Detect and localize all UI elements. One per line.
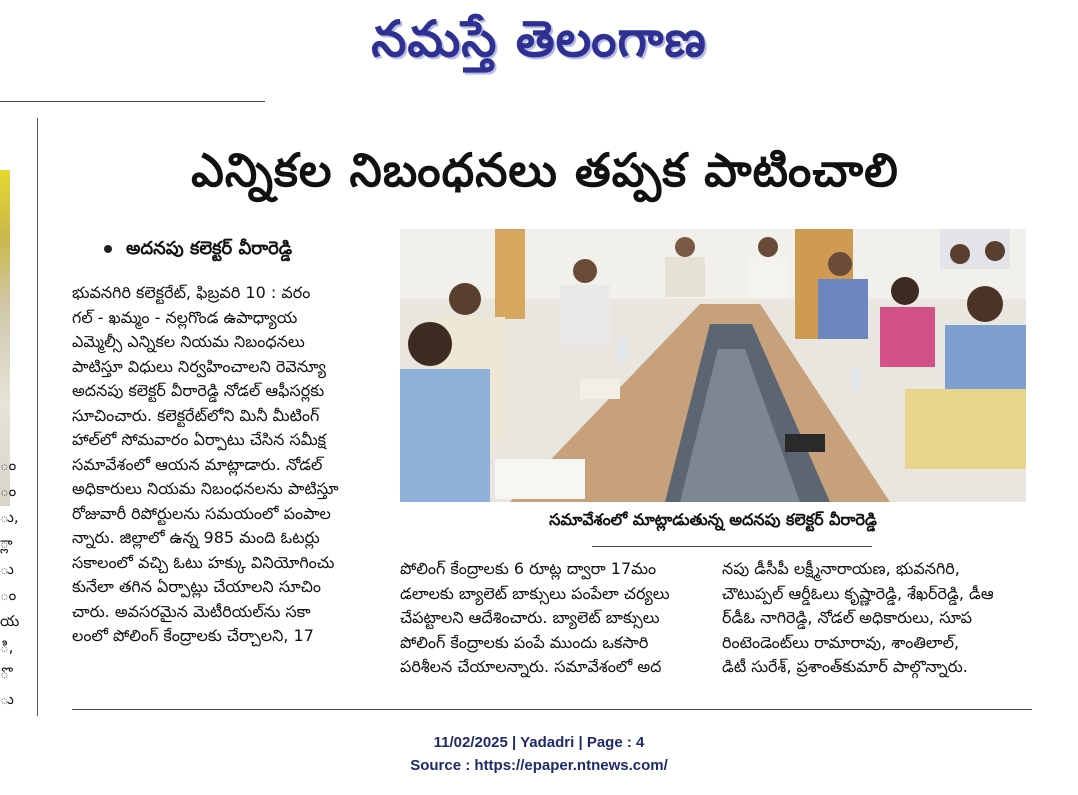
text-line: చారు. అవసరమైన మెటీరియల్‌ను సకా [72, 601, 311, 621]
article-headline: ఎన్నికల నిబంధనలు తప్పక పాటించాలి [191, 143, 899, 197]
meeting-photo [400, 229, 1026, 502]
adjacent-article-fragment [0, 118, 20, 718]
column-divider [37, 118, 38, 716]
text-line: హాల్‌లో సోమవారం ఏర్పాటు చేసిన సమీక్ష [72, 430, 326, 449]
fragment-text: ి, [0, 638, 14, 656]
fragment-text: ు [0, 560, 14, 578]
masthead [0, 0, 1078, 90]
text-line: న్నారు. జిల్లాలో ఉన్న 985 మంది ఓటర్లు [72, 528, 320, 547]
fragment-text: ొ [0, 664, 9, 682]
newspaper-logo: నమస్తే తెలంగాణ [371, 10, 707, 68]
meeting-photo-illustration [400, 229, 1026, 502]
top-divider [0, 101, 265, 102]
text-line: కునేలా తగిన ఏర్పాట్లు చేయాలని సూచిం [72, 577, 322, 596]
text-line: ఎమ్మెల్సీ ఎన్నికల నియమ నిబంధనలు [72, 332, 305, 351]
text-line: చేపట్టాలని ఆదేశించారు. బ్యాలెట్ బాక్సులు [400, 608, 660, 627]
text-line: సమావేశంలో ఆయన మాట్లాడారు. నోడల్ [72, 454, 323, 474]
text-line: అదనపు కలెక్టర్ వీరారెడ్డి నోడల్ ఆఫీసర్లకు [72, 381, 325, 400]
photo-caption: సమావేశంలో మాట్లాడుతున్న అదనపు కలెక్టర్ వీరారెడ్డి [549, 510, 877, 529]
article-column-1 [72, 281, 377, 649]
bottom-divider [72, 709, 1032, 710]
text-line: సకాలంలో వచ్చి ఓటు హక్కు వినియోగించు [72, 552, 335, 572]
text-line: రోజువారీ రిపోర్టులను సమయంలో పంపాల [72, 503, 331, 523]
text-line: పరిశీలన చేయాలన్నారు. సమావేశంలో అద [400, 657, 662, 676]
edition-info: 11/02/2025 | Yadadri | Page : 4 [433, 734, 645, 751]
text-line: చౌటుప్పల్ ఆర్డీఓలు కృష్ణారెడ్డి, శేఖర్‌రెడ్డి, డీఆ [722, 583, 994, 603]
text-line: గల్ - ఖమ్మం - నల్లగొండ ఉపాధ్యాయ [72, 307, 298, 327]
fragment-text: ం [0, 586, 17, 604]
text-line: భువనగిరి కలెక్టరేట్, ఫిబ్రవరి 10 : వరం [72, 283, 311, 302]
text-line: పోలింగ్ కేంద్రాలకు పంపే ముందు ఒకసారి [400, 632, 649, 652]
fragment-text: ు [0, 690, 14, 708]
bullet-icon [104, 245, 112, 253]
article-column-3 [722, 557, 1030, 680]
fragment-text: ం [0, 482, 17, 500]
article-column-2 [400, 557, 703, 680]
fragment-text: ం [0, 456, 17, 474]
text-line: పాటిస్తూ విధులు నిర్వహించాలని రెవెన్యూ [72, 356, 326, 376]
text-line: నపు డీసీపీ లక్ష్మీనారాయణ, భువనగిరి, [722, 559, 960, 578]
text-line: ర్‌డీఓ నాగిరెడ్డి, నోడల్ అధికారులు, సూప [722, 608, 973, 627]
article-byline [104, 238, 292, 263]
text-line: రింటెండెంట్‌లు రామారావు, శాంతిలాల్, [722, 632, 960, 652]
text-line: అధికారులు నియమ నిబంధనలను పాటిస్తూ [72, 479, 339, 498]
source-link[interactable]: Source : https://epaper.ntnews.com/ [410, 757, 668, 774]
fragment-text: య [0, 612, 20, 630]
text-line: డిటీ సురేశ్, ప్రశాంత్‌కుమార్ పాల్గొన్నారు. [722, 657, 968, 676]
text-line: డలాలకు బ్యాలెట్ బాక్సులు పంపేలా చర్యలు [400, 583, 670, 603]
byline-text: అదనపు కలెక్టర్ వీరారెడ్డి [126, 238, 293, 259]
fragment-text: ్లా [0, 534, 13, 552]
text-line: పోలింగ్ కేంద్రాలకు 6 రూట్ల ద్వారా 17మం [400, 559, 657, 578]
text-line: లంలో పోలింగ్ కేంద్రాలకు చేర్చాలని, 17 [72, 626, 314, 645]
caption-divider [592, 546, 872, 547]
fragment-text: ు, [0, 508, 19, 526]
text-line: సూచించారు. కలెక్టరేట్‌లోని మినీ మీటింగ్ [72, 405, 320, 425]
